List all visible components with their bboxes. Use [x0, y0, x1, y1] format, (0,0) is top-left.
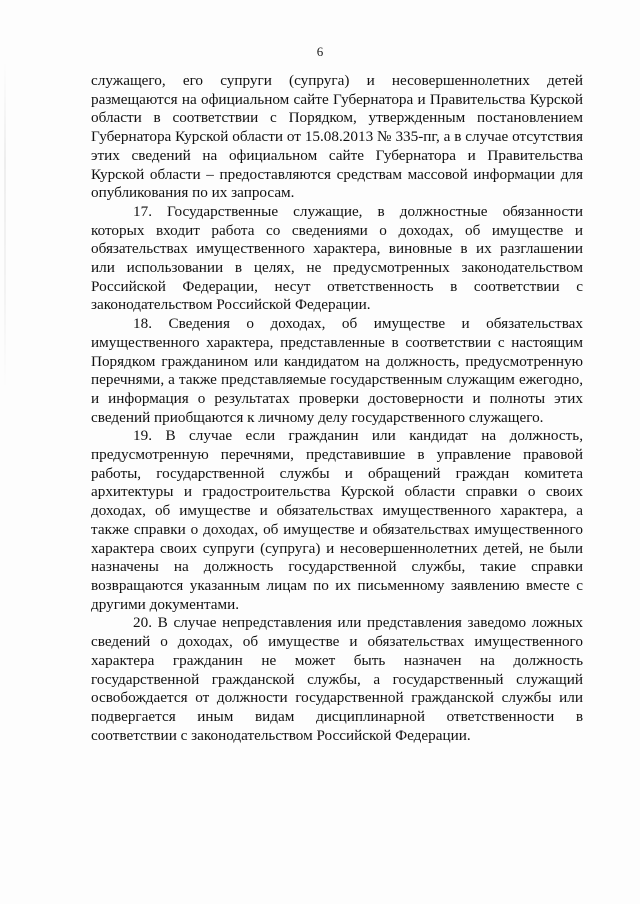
- paragraph-item-18: 18. Сведения о доходах, об имуществе и обязательствах имущественного характера, представленные в соответствии с настоящим Порядком гражданином или кандидатом на должность, предусмотренную перечнями, а также представляемые государственным служащим ежегодно, и информация о результатах проверки достоверности и полноты этих сведений приобщаются к личному делу государственного служащего.: [91, 315, 583, 426]
- paragraph-item-17: 17. Государственные служащие, в должностные обязанности которых входит работа со сведениями о доходах, об имуществе и обязательствах имущественного характера, виновные в их разглашении или использовании в целях, не предусмотренных законодательством Российской Федерации, несут ответственность в соответствии с законодательством Российской Федерации.: [91, 202, 583, 314]
- scan-edge-shadow: [4, 60, 6, 390]
- document-body: [91, 72, 583, 745]
- paragraph-item-19: 19. В случае если гражданин или кандидат на должность, предусмотренную перечнями, представившие в управление правовой работы, государственной службы и обращений граждан комитета архитектуры и градостроительства Курской области справки о своих доходах, об имуществе и обязательствах имущественного характера, а также справки о доходах, об имуществе и обязательствах имущественного характера своих супруги (супруга) и несовершеннолетних детей, не были назначены на должность государственной службы, такие справки возвращаются указанным лицам по их письменному заявлению вместе с другими документами.: [91, 427, 583, 613]
- paragraph-item-20: 20. В случае непредставления или представления заведомо ложных сведений о доходах, об имуществе и обязательствах имущественного характера гражданин не может быть назначен на должность государственной гражданской службы, а государственный служащий освобождается от должности государственной гражданской службы или подвергается иным видам дисциплинарной ответственности в соответствии с законодательством Российской Федерации.: [91, 614, 583, 744]
- page-number: 6: [316, 44, 324, 59]
- paragraph-continuation: служащего, его супруги (супруга) и несовершеннолетних детей размещаются на официальном сайте Губернатора и Правительства Курской области в соответствии с Порядком, утвержденным постановлением Губернатора Курской области от 15.08.2013 № 335-пг, а в случае отсутствия этих сведений на официальном сайте Губернатора и Правительства Курской области – предоставляются средствам массовой информации для опубликования по их запросам.: [91, 72, 583, 202]
